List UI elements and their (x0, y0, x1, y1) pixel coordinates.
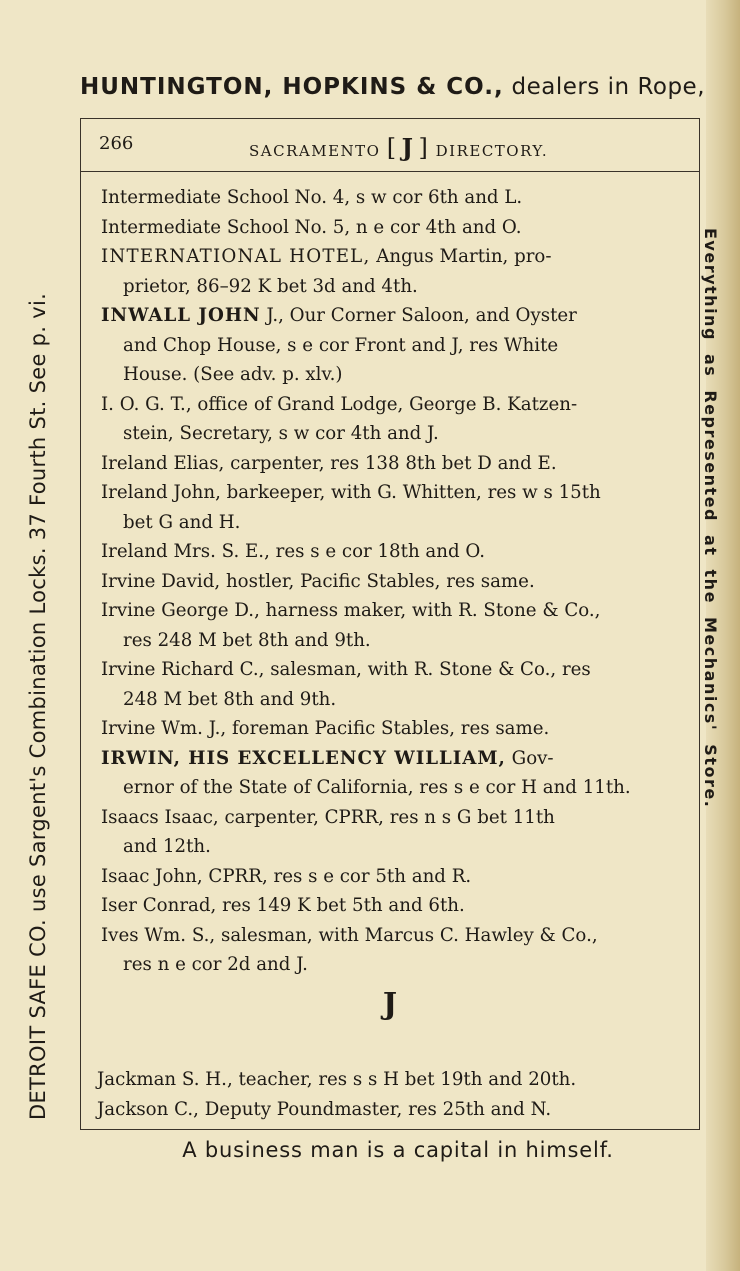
directory-entry (101, 537, 691, 567)
bracket-open: [ (386, 134, 398, 162)
entry-line (101, 567, 691, 597)
entry-lead: IRWIN, HIS EXCELLENCY WILLIAM, (101, 747, 506, 769)
entry-line (101, 537, 691, 567)
directory-entry (101, 744, 691, 803)
entry-line (101, 862, 691, 892)
directory-entry (101, 183, 691, 213)
directory-entry (101, 655, 691, 714)
entry-text: I. O. G. T., office of Grand Lodge, George B. Katzen- (101, 393, 578, 415)
entry-line (101, 478, 691, 508)
entry-text: J., Our Corner Saloon, and Oyster (260, 305, 577, 326)
bracket-close: ] (418, 134, 430, 162)
entry-text: Intermediate School No. 4, s w cor 6th and L. (101, 187, 523, 208)
entry-text: ernor of the State of California, res s e cor H and 11th. (123, 777, 631, 798)
directory-entry (101, 390, 691, 449)
directory-entry (101, 891, 691, 921)
entry-text: Ireland Mrs. S. E., res s e cor 18th and O. (101, 541, 486, 562)
entry-text: Irvine Wm. J., foreman Pacific Stables, res same. (101, 718, 550, 739)
advertiser-trade: dealers in Rope, (503, 74, 706, 100)
entry-line (101, 891, 691, 921)
entry-line (101, 626, 691, 656)
entry-text: Iser Conrad, res 149 K bet 5th and 6th. (101, 895, 465, 916)
entry-line (101, 744, 691, 774)
entry-text: res n e cor 2d and J. (123, 954, 308, 975)
entry-line (101, 685, 691, 715)
entry-line (101, 449, 691, 479)
directory-entry (101, 242, 691, 301)
directory-entry (101, 213, 691, 243)
entry-line (101, 655, 691, 685)
directory-entry: Jackman S. H., teacher, res s s H bet 19th and 20th. (97, 1069, 577, 1090)
section-letter: J (382, 987, 398, 1022)
directory-entry (101, 301, 691, 390)
entry-text: Irvine David, hostler, Pacific Stables, res same. (101, 570, 535, 592)
right-advert-banner: Everything as Represented at the Mechanics' Store. (701, 228, 720, 809)
running-head-letter: J (401, 133, 415, 162)
entry-text: stein, Secretary, s w cor 4th and J. (123, 423, 439, 444)
running-head-word: DIRECTORY. (435, 142, 549, 160)
entry-text: Irvine Richard C., salesman, with R. Stone & Co., res (101, 659, 591, 680)
entry-text: Isaac John, CPRR, res s e cor 5th and R. (101, 865, 472, 887)
entry-line (101, 508, 691, 538)
entry-line (101, 714, 691, 744)
entry-line (101, 213, 691, 243)
entry-lead: INWALL JOHN (101, 305, 261, 326)
entry-text: Ireland John, barkeeper, with G. Whitten, res w s 15th (101, 482, 601, 503)
bottom-motto: A business man is a capital in himself. (182, 1138, 614, 1162)
directory-entry (101, 449, 691, 479)
entry-text: Isaacs Isaac, carpenter, CPRR, res n s G bet 11th (101, 806, 555, 828)
entry-text: prietor, 86–92 K bet 3d and 4th. (123, 275, 418, 297)
entry-text: House. (See adv. p. xlv.) (123, 364, 343, 385)
running-header (81, 119, 699, 172)
entry-line (101, 950, 691, 980)
entry-text: Intermediate School No. 5, n e cor 4th and O. (101, 216, 522, 238)
entry-text: res 248 M bet 8th and 9th. (123, 629, 371, 651)
page-frame (80, 118, 700, 1130)
directory-entry (101, 567, 691, 597)
entry-line (101, 803, 691, 833)
running-head-city: SACRAMENTO (249, 142, 381, 160)
entry-text: Ireland Elias, carpenter, res 138 8th bet D and E. (101, 452, 557, 474)
entry-line (101, 242, 691, 272)
entry-line (101, 419, 691, 449)
entry-line (101, 390, 691, 420)
entry-text: and Chop House, s e cor Front and J, res White (123, 334, 559, 356)
entry-line (101, 596, 691, 626)
entry-text: and 12th. (123, 836, 211, 857)
entry-line (101, 183, 691, 213)
top-advert-banner (80, 74, 710, 100)
left-advert-banner: DETROIT SAFE CO. use Sargent's Combination Locks. 37 Fourth St. See p. vi. (26, 292, 50, 1120)
entry-line (101, 921, 691, 951)
page-number: 266 (99, 133, 134, 154)
entry-text: Angus Martin, pro- (370, 246, 552, 267)
directory-entries-j (97, 1065, 687, 1124)
directory-entry (101, 714, 691, 744)
entry-line (101, 360, 691, 390)
directory-entries (101, 183, 691, 980)
entry-text: 248 M bet 8th and 9th. (123, 688, 337, 710)
running-head (249, 133, 548, 162)
entry-line (101, 773, 691, 803)
directory-entry (101, 803, 691, 862)
entry-text: bet G and H. (123, 511, 241, 533)
entry-text: Irvine George D., harness maker, with R. Stone & Co., (101, 600, 601, 621)
entry-line (101, 301, 691, 331)
entry-line (101, 272, 691, 302)
entry-lead: INTERNATIONAL HOTEL, (101, 246, 371, 267)
entry-line (101, 832, 691, 862)
directory-entry (101, 478, 691, 537)
entry-text: Ives Wm. S., salesman, with Marcus C. Hawley & Co., (101, 924, 598, 946)
advertiser-name: HUNTINGTON, HOPKINS & CO., (80, 74, 504, 100)
entry-line (101, 331, 691, 361)
directory-entry (101, 596, 691, 655)
directory-entry (101, 862, 691, 892)
directory-entry (101, 921, 691, 980)
directory-entry: Jackson C., Deputy Poundmaster, res 25th and N. (97, 1098, 552, 1120)
entry-text: Gov- (505, 747, 554, 769)
